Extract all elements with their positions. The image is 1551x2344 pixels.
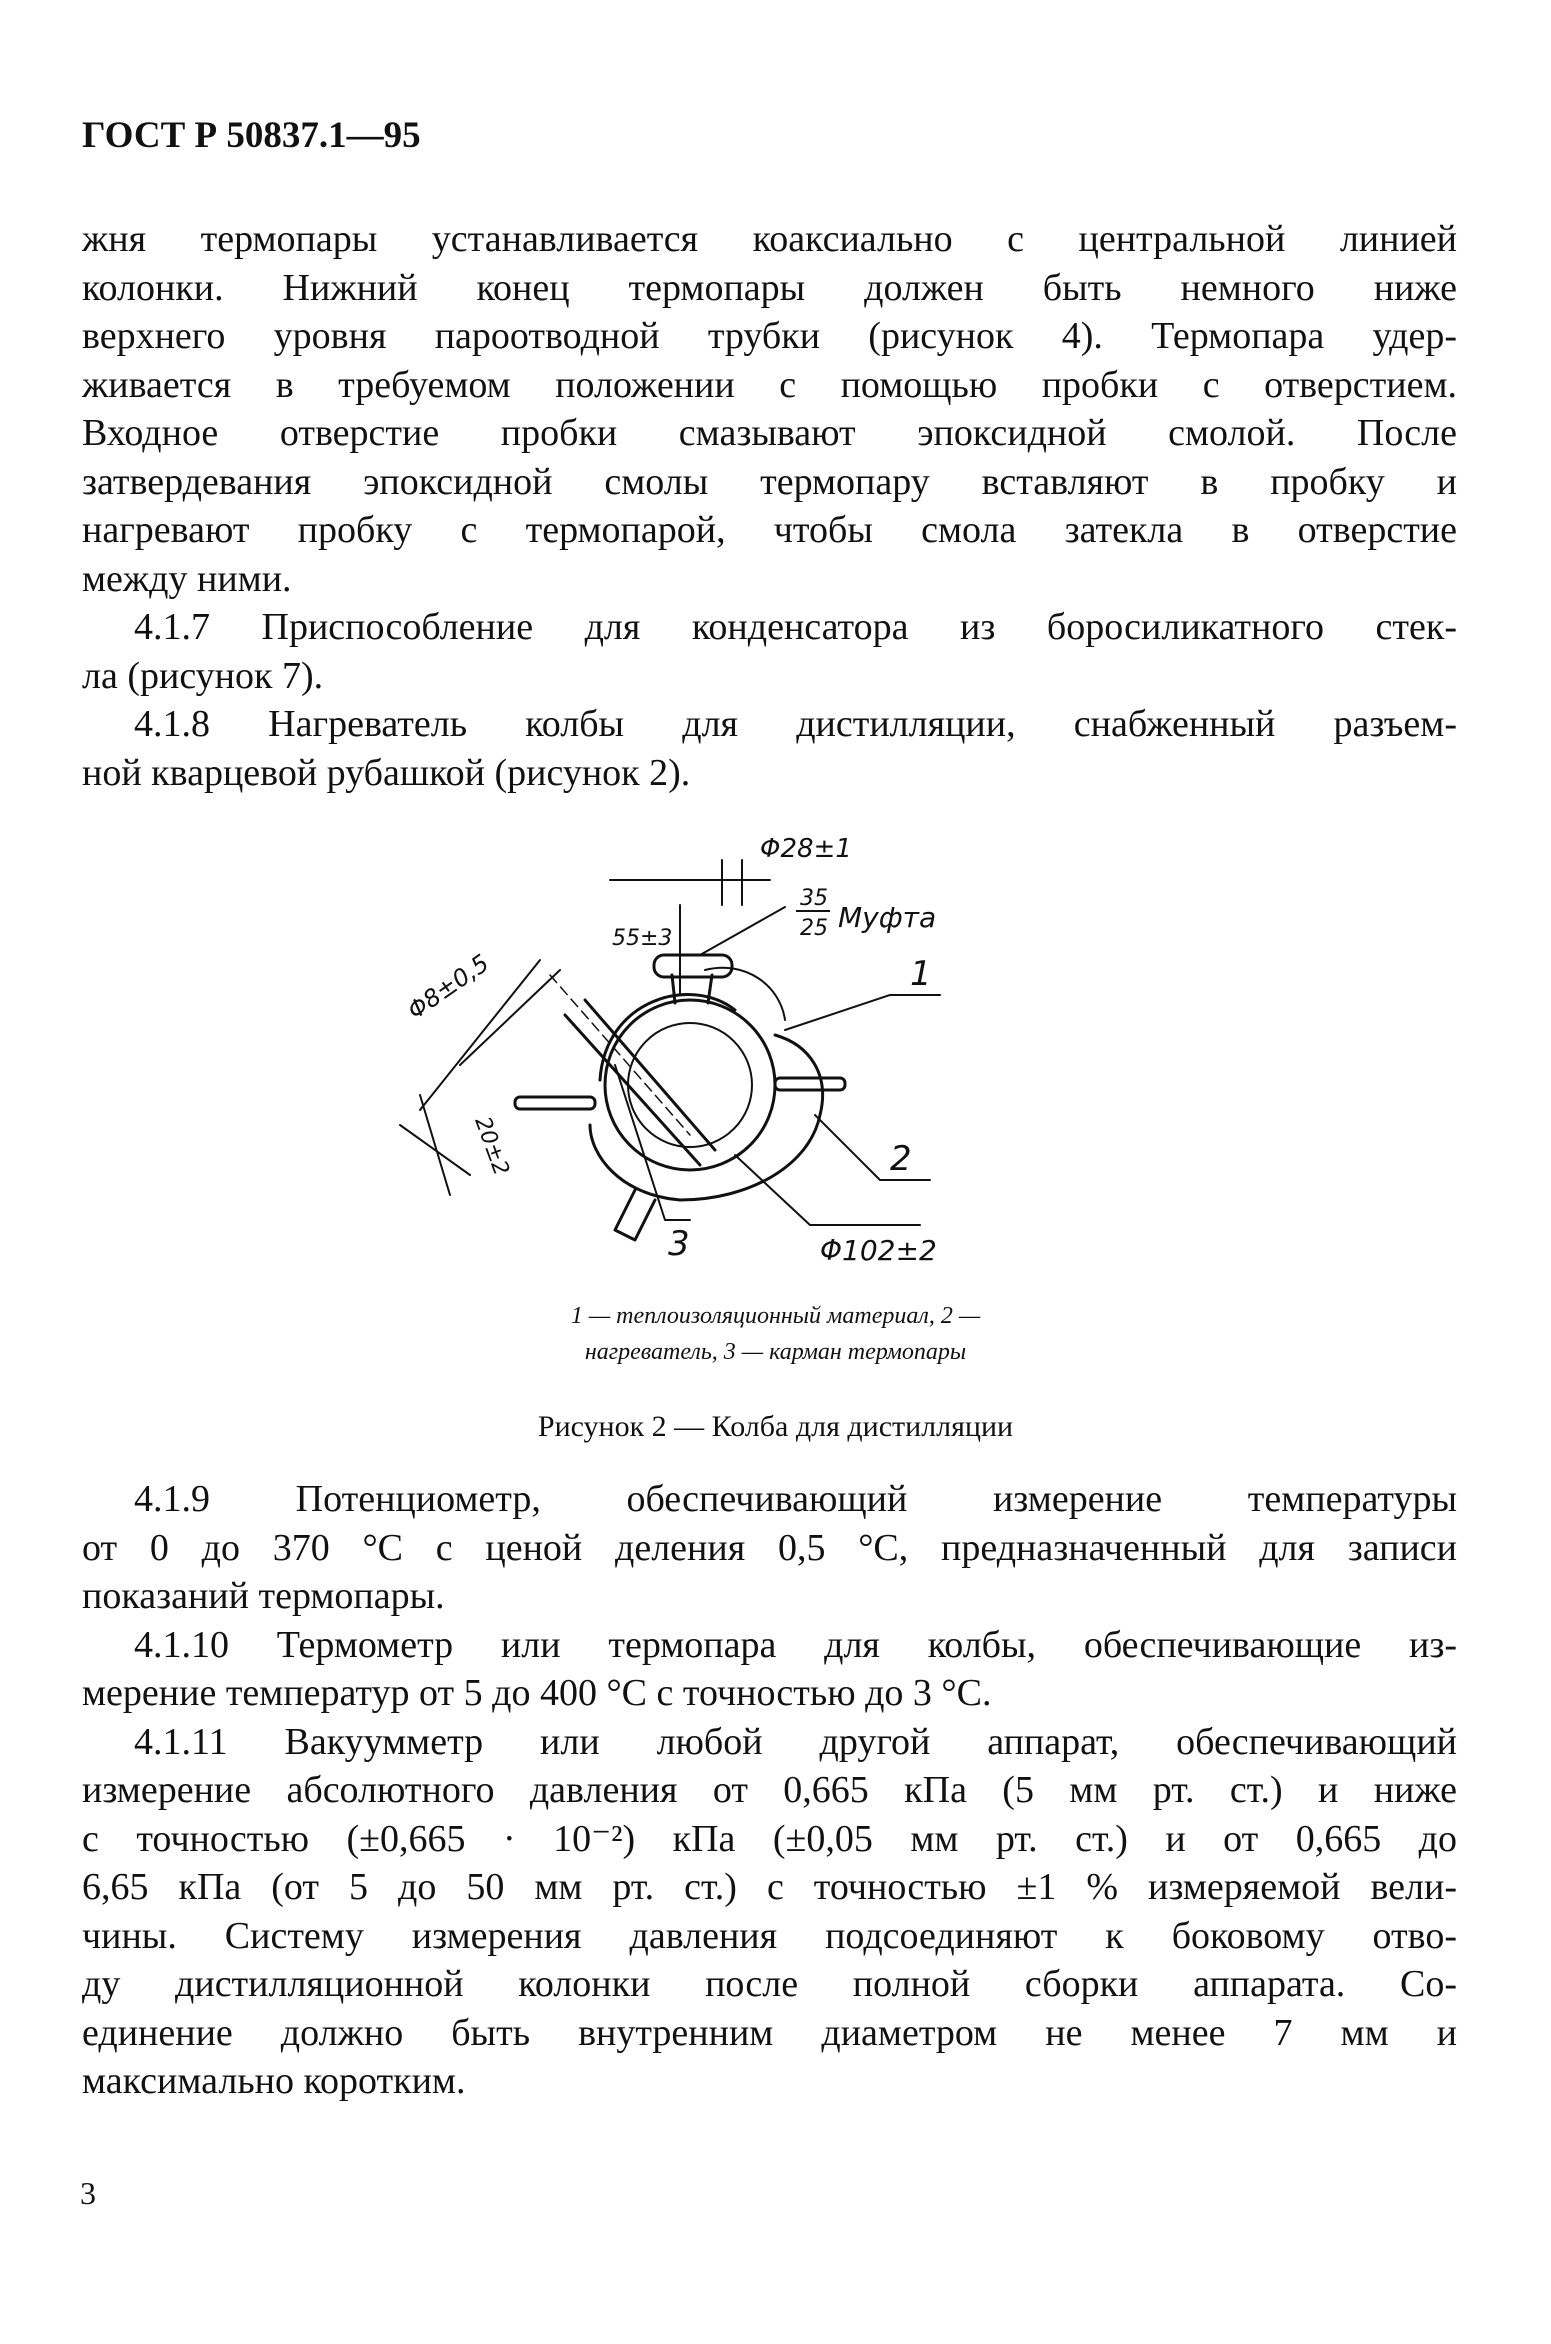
text-line: затвердевания эпоксидной смолы термопару вставляют в пробку и <box>82 460 1457 503</box>
dim-line-top <box>610 860 770 905</box>
page-number: 3 <box>80 2175 96 2211</box>
text-line: ду дистилляционной колонки после полной сборки аппарата. Со- <box>82 1963 1457 2005</box>
text-line: 6,65 кПа (от 5 до 50 мм рт. ст.) с точностью ±1 % измеряемой вели- <box>82 1866 1457 1908</box>
label-dia-flask: Φ102±2 <box>820 1234 937 1267</box>
text-line: колонки. Нижний конец термопары должен быть немного ниже <box>82 266 1457 309</box>
heater-rod-left <box>515 1097 595 1109</box>
text-line: от 0 до 370 °С с ценой деления 0,5 °С, предназначенный для записи <box>82 1526 1457 1569</box>
legend-line: 1 — теплоизоляционный материал, 2 — <box>570 1303 981 1329</box>
text-line: нагревают пробку с термопарой, чтобы смола затекла в отверстие <box>82 509 1457 551</box>
label-dim-20: 20±2 <box>469 1113 514 1179</box>
label-frac-num: 35 <box>800 886 828 911</box>
text-line: Входное отверстие пробки смазывают эпоксидной смолой. После <box>82 412 1457 454</box>
text-line: верхнего уровня пароотводной трубки (рисунок 4). Термопара удер- <box>82 315 1457 357</box>
text-line: жня термопары устанавливается коаксиально с центральной линией <box>82 218 1457 260</box>
text-line: показаний термопары. <box>82 1575 445 1617</box>
flask-body <box>605 1000 775 1170</box>
text-line: измерение абсолютного давления от 0,665 кПа (5 мм рт. ст.) и ниже <box>82 1769 1457 1811</box>
text-line: 4.1.7 Приспособление для конденсатора из боросиликатного стек- <box>134 606 1457 648</box>
text-line: 4.1.10 Термометр или термопара для колбы, обеспечивающие из- <box>134 1623 1457 1666</box>
figure-legend <box>0 1298 1551 1370</box>
heater-rod-right <box>775 1078 845 1090</box>
label-ref-1: 1 <box>910 954 932 994</box>
body-text-bottom <box>82 1475 1457 2106</box>
document-header: ГОСТ Р 50837.1—95 <box>82 115 421 156</box>
text-line: мерение температур от 5 до 400 °С с точностью до 3 °С. <box>82 1672 992 1714</box>
label-dim-55: 55±3 <box>612 926 673 951</box>
text-line: единение должно быть внутренним диаметром не менее 7 мм и <box>82 2011 1457 2054</box>
thermocouple-axis <box>550 975 690 1135</box>
legend-line: нагреватель, 3 — карман термопары <box>584 1339 967 1365</box>
text-line: 4.1.11 Вакуумметр или любой другой аппарат, обеспечивающий <box>134 1720 1457 1763</box>
leader-1 <box>785 995 940 1030</box>
label-ref-2: 2 <box>890 1139 912 1179</box>
body-text-top <box>82 215 1457 797</box>
text-line: чины. Систему измерения давления подсоединяют к боковому отво- <box>82 1914 1457 1957</box>
label-coupling: Муфта <box>838 901 937 934</box>
label-dia-thermo: Φ8±0,5 <box>402 948 495 1025</box>
figure-caption: Рисунок 2 — Колба для дистилляции <box>537 1410 1014 1443</box>
text-line: живается в требуемом положении с помощью пробки с отверстием. <box>82 363 1457 406</box>
coupling <box>654 955 732 977</box>
label-frac-den: 25 <box>800 916 828 941</box>
text-line: ной кварцевой рубашкой (рисунок 2). <box>82 751 691 794</box>
flask-diagram-svg <box>390 835 1070 1295</box>
figure-flask-diagram <box>390 835 1070 1300</box>
text-line: ла (рисунок 7). <box>82 654 324 697</box>
label-dia-top: Φ28±1 <box>760 835 852 864</box>
label-ref-3: 3 <box>668 1224 690 1264</box>
text-line: максимально коротким. <box>82 2060 466 2102</box>
leader-coupling <box>700 907 785 955</box>
text-line: 4.1.9 Потенциометр, обеспечивающий измерение температуры <box>134 1478 1457 1520</box>
dim-line-20 <box>400 1095 470 1195</box>
text-line: 4.1.8 Нагреватель колбы для дистилляции, снабженный разъем- <box>134 703 1457 745</box>
text-line: с точностью (±0,665 · 10⁻²) кПа (±0,05 мм рт. ст.) и от 0,665 до <box>82 1817 1457 1860</box>
leader-2 <box>815 1115 930 1180</box>
bottom-tab <box>615 1190 655 1240</box>
text-line: между ними. <box>82 557 292 600</box>
